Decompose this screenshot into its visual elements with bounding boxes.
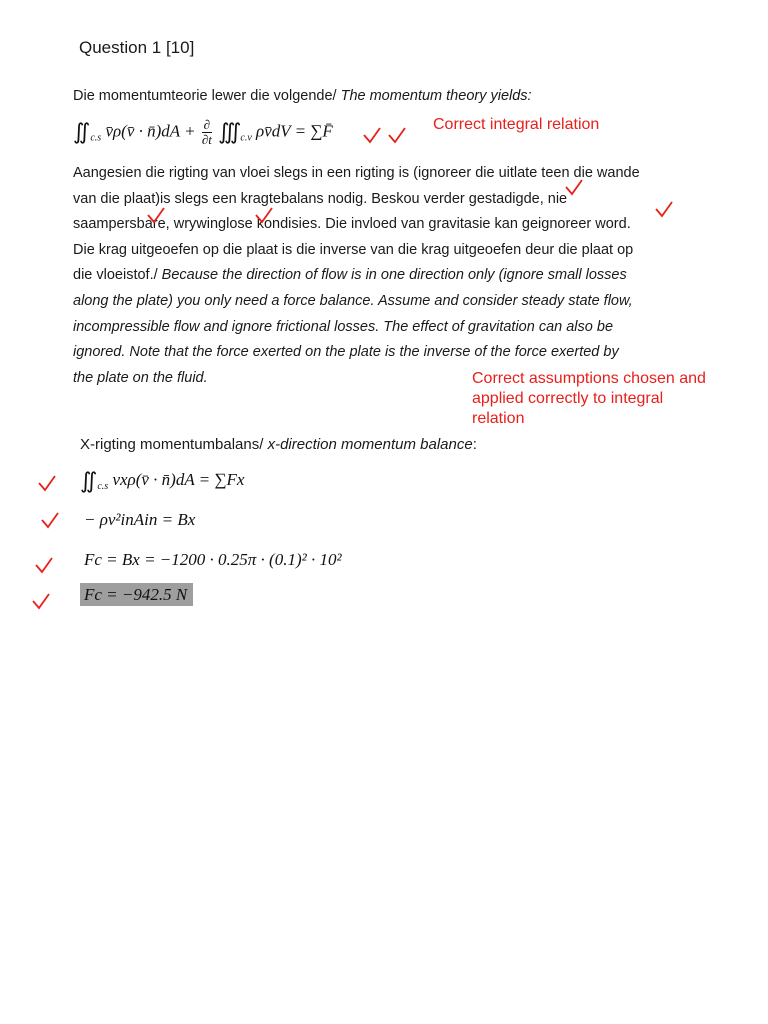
paragraph-line-3: saampersbare, wrywinglose kondisies. Die invloed van gravitasie kan geignoreer word. [73,216,631,233]
check-mark-icon [362,126,382,144]
check-mark-icon [31,592,51,610]
explanation-paragraph [73,161,713,391]
paragraph-line-2: van die plaat)is slegs een kragtebalans nodig. Beskou verder gestadigde, nie [73,190,568,207]
intro-english: The momentum theory yields: [340,88,532,104]
check-mark-icon [34,556,54,574]
check-mark-icon [254,206,274,224]
check-mark-icon [387,126,407,144]
paragraph-line-4: Die krag uitgeoefen op die plaat is die inverse van die krag uitgeoefen deur die plaat op [73,241,634,258]
check-mark-icon [654,200,674,218]
partial-denominator: ∂t [201,132,212,147]
check-mark-icon [146,206,166,224]
cs-subscript: c.s [90,132,102,144]
x-cs-subscript: c.s [97,481,109,492]
annotation-assumptions-line-1: Correct assumptions chosen and [472,370,706,387]
integral-relation-equation: ∬ $_{c.s}$ v̄ρ(v̄ · n̄)dA + ∂ ∂t ∭ $_{c.v}$ ρv̄dV = ∑F̄ [73,117,333,147]
result-highlight: Fc = −942.5 N [80,583,193,606]
paragraph-line-8: ignored. Note that the force exerted on the plate is the inverse of the force exerted by [73,344,619,361]
annotation-assumptions-line-3: relation [472,410,525,427]
intro-afrikaans: Die momentumteorie lewer die volgende/ [73,88,337,104]
paragraph-line-6: along the plate) you only need a force balance. Assume and consider steady state flow, [73,292,633,309]
paragraph-line-7: incompressible flow and ignore frictional losses. The effect of gravitation can also be [73,318,614,335]
x-momentum-text: vxρ(v̄ · n̄)dA = ∑Fx [112,470,245,489]
annotation-assumptions-line-2: applied correctly to integral [472,390,664,407]
partial-numerator: ∂ [203,117,211,132]
step-1-equation: − ρv²inAin = Bx [84,510,196,529]
result-equation [80,585,193,605]
question-title: Question 1 [10] [79,38,195,57]
annotation-integral: Correct integral relation [433,116,600,133]
x-direction-english: x-direction momentum balance [267,436,473,453]
check-mark-icon [40,511,60,529]
partial-derivative [202,118,212,147]
paragraph-line-5-afrikaans: die vloeistof./ [73,267,158,284]
x-direction-afrikaans: X-rigting momentumbalans/ [80,436,264,453]
check-mark-icon [37,474,57,492]
integral-term-1: v̄ρ(v̄ · n̄)dA + [105,121,196,141]
paragraph-line-9: the plate on the fluid. [73,369,208,386]
integral-term-2: ρv̄dV = ∑F̄ [256,121,333,141]
annotation-assumptions [472,369,706,429]
cv-subscript: c.v [240,132,252,144]
check-mark-icon [564,178,584,196]
paragraph-line-5 [73,263,713,289]
step-2-equation: Fc = Bx = −1200 · 0.25π · (0.1)² · 10² [84,550,342,569]
intro-line [73,88,532,104]
paragraph-line-5-english: Because the direction of flow is in one direction only (ignore small losses [161,267,627,284]
paragraph-line-1: Aangesien die rigting van vloei slegs in een rigting is (ignoreer die uitlate teen die wande [73,165,640,181]
x-direction-heading: X-rigting momentumbalans/ x-direction momentum balance: [80,436,477,453]
x-momentum-equation: ∬ $_{c.s}$ vxρ(v̄ · n̄)dA = ∑Fx [80,468,245,493]
